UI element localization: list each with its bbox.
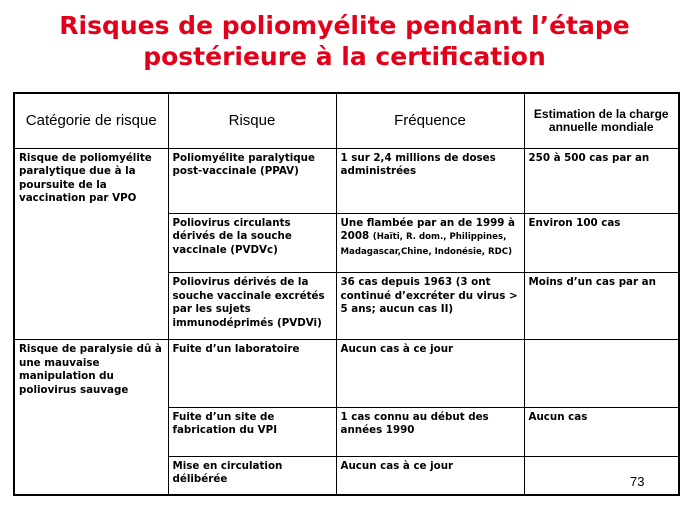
frequency-cell: Aucun cas à ce jour	[336, 340, 524, 407]
risk-table	[13, 92, 680, 496]
header-category: Catégorie de risque	[14, 93, 168, 148]
risk-cell: Fuite d’un laboratoire	[168, 340, 336, 407]
risk-cell: Poliomyélite paralytique post-vaccinale (PPAV)	[168, 148, 336, 213]
category-cell: Risque de paralysie dû à une mauvaise manipulation du poliovirus sauvage	[14, 340, 168, 495]
estimate-cell: Moins d’un cas par an	[524, 273, 679, 340]
estimate-cell	[524, 340, 679, 407]
header-frequency: Fréquence	[336, 93, 524, 148]
estimate-cell: Aucun cas	[524, 407, 679, 456]
frequency-text: Une flambée par an de 1999 à 2008	[340, 216, 515, 243]
estimate-cell: 250 à 500 cas par an	[524, 148, 679, 213]
table-row	[14, 340, 679, 407]
estimate-cell: Environ 100 cas	[524, 213, 679, 272]
frequency-note: (Haïti, R. dom., Philippines, Madagascar,Chine, Indonésie, RDC)	[340, 232, 513, 257]
estimate-cell	[524, 456, 679, 495]
table-row	[14, 148, 679, 213]
risk-cell: Mise en circulation délibérée	[168, 456, 336, 495]
risk-cell: Fuite d’un site de fabrication du VPI	[168, 407, 336, 456]
table-header-row	[14, 93, 679, 148]
header-risk: Risque	[168, 93, 336, 148]
slide-title-line-1: Risques de poliomyélite pendant l’étape	[59, 11, 630, 40]
category-cell: Risque de poliomyélite paralytique due à la poursuite de la vaccination par VPO	[14, 148, 168, 340]
header-estimate: Estimation de la charge annuelle mondiale	[524, 93, 679, 148]
page-number: 73	[630, 474, 645, 489]
slide-title-line-2: postérieure à la certification	[143, 42, 546, 71]
frequency-cell: 1 cas connu au début des années 1990	[336, 407, 524, 456]
frequency-cell	[336, 213, 524, 272]
frequency-cell: Aucun cas à ce jour	[336, 456, 524, 495]
frequency-cell: 1 sur 2,4 millions de doses administrées	[336, 148, 524, 213]
risk-cell: Poliovirus dérivés de la souche vaccinale excrétés par les sujets immunodéprimés (PVDVi)	[168, 273, 336, 340]
slide-title	[0, 10, 689, 72]
risk-cell: Poliovirus circulants dérivés de la souche vaccinale (PVDVc)	[168, 213, 336, 272]
frequency-cell: 36 cas depuis 1963 (3 ont continué d’excréter du virus > 5 ans; aucun cas II)	[336, 273, 524, 340]
